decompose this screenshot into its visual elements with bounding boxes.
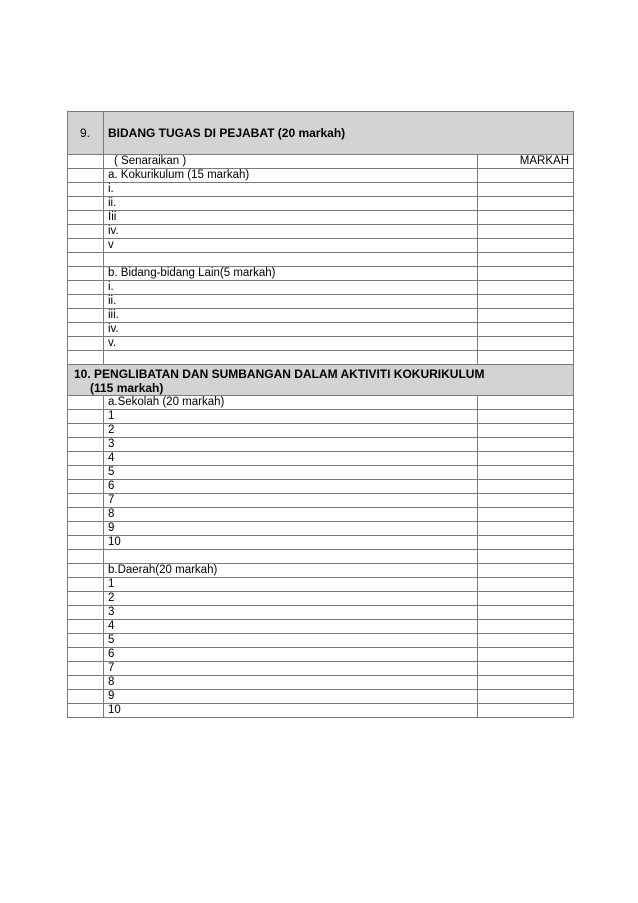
section-title xyxy=(68,365,574,396)
item-label: 6 xyxy=(104,648,478,662)
section-title-line2: (115 markah) xyxy=(90,381,164,395)
mark-cell[interactable] xyxy=(478,197,574,211)
list-item xyxy=(68,592,574,606)
blank-cell xyxy=(68,704,104,718)
item-label: Iii xyxy=(104,211,478,225)
section-number: 9. xyxy=(68,112,104,155)
mark-cell[interactable] xyxy=(478,295,574,309)
item-label: 8 xyxy=(104,676,478,690)
mark-cell[interactable] xyxy=(478,452,574,466)
subsection-title-row xyxy=(68,396,574,410)
list-item xyxy=(68,452,574,466)
mark-cell[interactable] xyxy=(478,466,574,480)
blank-cell xyxy=(68,155,104,169)
blank-cell xyxy=(68,197,104,211)
item-label: ii. xyxy=(104,197,478,211)
section-9-header xyxy=(68,112,574,155)
mark-cell[interactable] xyxy=(478,239,574,253)
blank-cell xyxy=(68,452,104,466)
evaluation-form xyxy=(67,111,573,718)
mark-cell[interactable] xyxy=(478,267,574,281)
subsection-title-row xyxy=(68,169,574,183)
mark-cell[interactable] xyxy=(478,438,574,452)
section-10-header xyxy=(68,365,574,396)
blank-cell xyxy=(68,438,104,452)
item-label: 8 xyxy=(104,508,478,522)
mark-cell[interactable] xyxy=(478,183,574,197)
item-label: 7 xyxy=(104,494,478,508)
blank-cell xyxy=(68,295,104,309)
subsection-title-row xyxy=(68,564,574,578)
spacer-row xyxy=(68,351,574,365)
blank-cell xyxy=(68,323,104,337)
list-item xyxy=(68,309,574,323)
item-label: i. xyxy=(104,281,478,295)
mark-cell[interactable] xyxy=(478,662,574,676)
list-item xyxy=(68,606,574,620)
list-item xyxy=(68,480,574,494)
mark-cell[interactable] xyxy=(478,323,574,337)
subsection-title: b. Bidang-bidang Lain(5 markah) xyxy=(104,267,478,281)
item-label: 10 xyxy=(104,704,478,718)
list-item xyxy=(68,662,574,676)
blank-cell xyxy=(68,309,104,323)
mark-cell[interactable] xyxy=(478,494,574,508)
list-item xyxy=(68,620,574,634)
blank-cell xyxy=(68,410,104,424)
item-label: iii. xyxy=(104,309,478,323)
blank-cell xyxy=(68,676,104,690)
mark-cell[interactable] xyxy=(478,620,574,634)
item-label: 9 xyxy=(104,690,478,704)
blank-cell xyxy=(68,466,104,480)
item-label: 10 xyxy=(104,536,478,550)
list-item xyxy=(68,676,574,690)
list-item xyxy=(68,410,574,424)
item-label: 3 xyxy=(104,438,478,452)
item-label: 1 xyxy=(104,410,478,424)
mark-cell[interactable] xyxy=(478,396,574,410)
mark-cell[interactable] xyxy=(478,536,574,550)
blank-cell xyxy=(68,662,104,676)
item-label: 4 xyxy=(104,452,478,466)
mark-cell[interactable] xyxy=(478,578,574,592)
list-item xyxy=(68,536,574,550)
list-item xyxy=(68,183,574,197)
blank-cell xyxy=(68,337,104,351)
blank-cell xyxy=(68,648,104,662)
subsection-title-row xyxy=(68,267,574,281)
list-item xyxy=(68,438,574,452)
mark-cell[interactable] xyxy=(478,225,574,239)
blank-cell xyxy=(68,424,104,438)
item-label: 4 xyxy=(104,620,478,634)
subsection-title: b.Daerah(20 markah) xyxy=(104,564,478,578)
blank-cell xyxy=(68,480,104,494)
list-item xyxy=(68,281,574,295)
list-item xyxy=(68,648,574,662)
mark-cell[interactable] xyxy=(478,648,574,662)
item-label: iv. xyxy=(104,225,478,239)
item-label: i. xyxy=(104,183,478,197)
mark-cell[interactable] xyxy=(478,676,574,690)
item-label: v. xyxy=(104,337,478,351)
mark-cell[interactable] xyxy=(478,508,574,522)
mark-cell[interactable] xyxy=(478,169,574,183)
list-item xyxy=(68,690,574,704)
mark-cell[interactable] xyxy=(478,592,574,606)
item-label: 3 xyxy=(104,606,478,620)
section-number: 10 xyxy=(74,367,88,381)
list-item xyxy=(68,508,574,522)
blank-cell xyxy=(68,183,104,197)
blank-cell xyxy=(68,564,104,578)
mark-cell[interactable] xyxy=(478,704,574,718)
item-label: 1 xyxy=(104,578,478,592)
mark-cell[interactable] xyxy=(478,424,574,438)
list-item xyxy=(68,704,574,718)
mark-cell[interactable] xyxy=(478,564,574,578)
mark-cell[interactable] xyxy=(478,690,574,704)
item-label: 9 xyxy=(104,522,478,536)
mark-cell[interactable] xyxy=(478,309,574,323)
item-label: 5 xyxy=(104,466,478,480)
blank-cell xyxy=(68,578,104,592)
blank-cell xyxy=(68,690,104,704)
subsection-title: a. Kokurikulum (15 markah) xyxy=(104,169,478,183)
column-header-row xyxy=(68,155,574,169)
list-item xyxy=(68,578,574,592)
spacer-row xyxy=(68,550,574,564)
list-item xyxy=(68,522,574,536)
mark-cell[interactable] xyxy=(478,480,574,494)
subsection-title: a.Sekolah (20 markah) xyxy=(104,396,478,410)
list-item xyxy=(68,197,574,211)
section-title: BIDANG TUGAS DI PEJABAT (20 markah) xyxy=(104,112,574,155)
blank-cell xyxy=(68,225,104,239)
item-label: 6 xyxy=(104,480,478,494)
blank-cell xyxy=(68,169,104,183)
item-label: ii. xyxy=(104,295,478,309)
blank-cell xyxy=(68,281,104,295)
item-label: iv. xyxy=(104,323,478,337)
blank-cell xyxy=(68,211,104,225)
item-label: 2 xyxy=(104,424,478,438)
mark-cell[interactable] xyxy=(478,522,574,536)
item-label: v xyxy=(104,239,478,253)
list-item xyxy=(68,211,574,225)
item-label: 5 xyxy=(104,634,478,648)
blank-cell xyxy=(68,267,104,281)
mark-cell[interactable] xyxy=(478,606,574,620)
blank-cell xyxy=(68,620,104,634)
blank-cell xyxy=(68,634,104,648)
list-item xyxy=(68,295,574,309)
mark-cell[interactable] xyxy=(478,281,574,295)
mark-cell[interactable] xyxy=(478,634,574,648)
item-label: 7 xyxy=(104,662,478,676)
list-item xyxy=(68,337,574,351)
item-label: 2 xyxy=(104,592,478,606)
blank-cell xyxy=(68,606,104,620)
mark-header: MARKAH xyxy=(478,155,574,169)
blank-cell xyxy=(68,494,104,508)
mark-cell[interactable] xyxy=(478,410,574,424)
list-item xyxy=(68,424,574,438)
list-item xyxy=(68,225,574,239)
mark-cell[interactable] xyxy=(478,337,574,351)
spacer-row xyxy=(68,253,574,267)
section-title-line1: . PENGLIBATAN DAN SUMBANGAN DALAM AKTIVITI KOKURIKULUM xyxy=(87,367,485,381)
blank-cell xyxy=(68,239,104,253)
blank-cell xyxy=(68,508,104,522)
form-table xyxy=(67,111,574,718)
list-item xyxy=(68,323,574,337)
blank-cell xyxy=(68,536,104,550)
blank-cell xyxy=(68,592,104,606)
mark-cell[interactable] xyxy=(478,211,574,225)
list-item xyxy=(68,466,574,480)
blank-cell xyxy=(68,522,104,536)
list-item xyxy=(68,634,574,648)
blank-cell xyxy=(68,396,104,410)
list-item xyxy=(68,239,574,253)
list-header: ( Senaraikan ) xyxy=(104,155,478,169)
list-item xyxy=(68,494,574,508)
